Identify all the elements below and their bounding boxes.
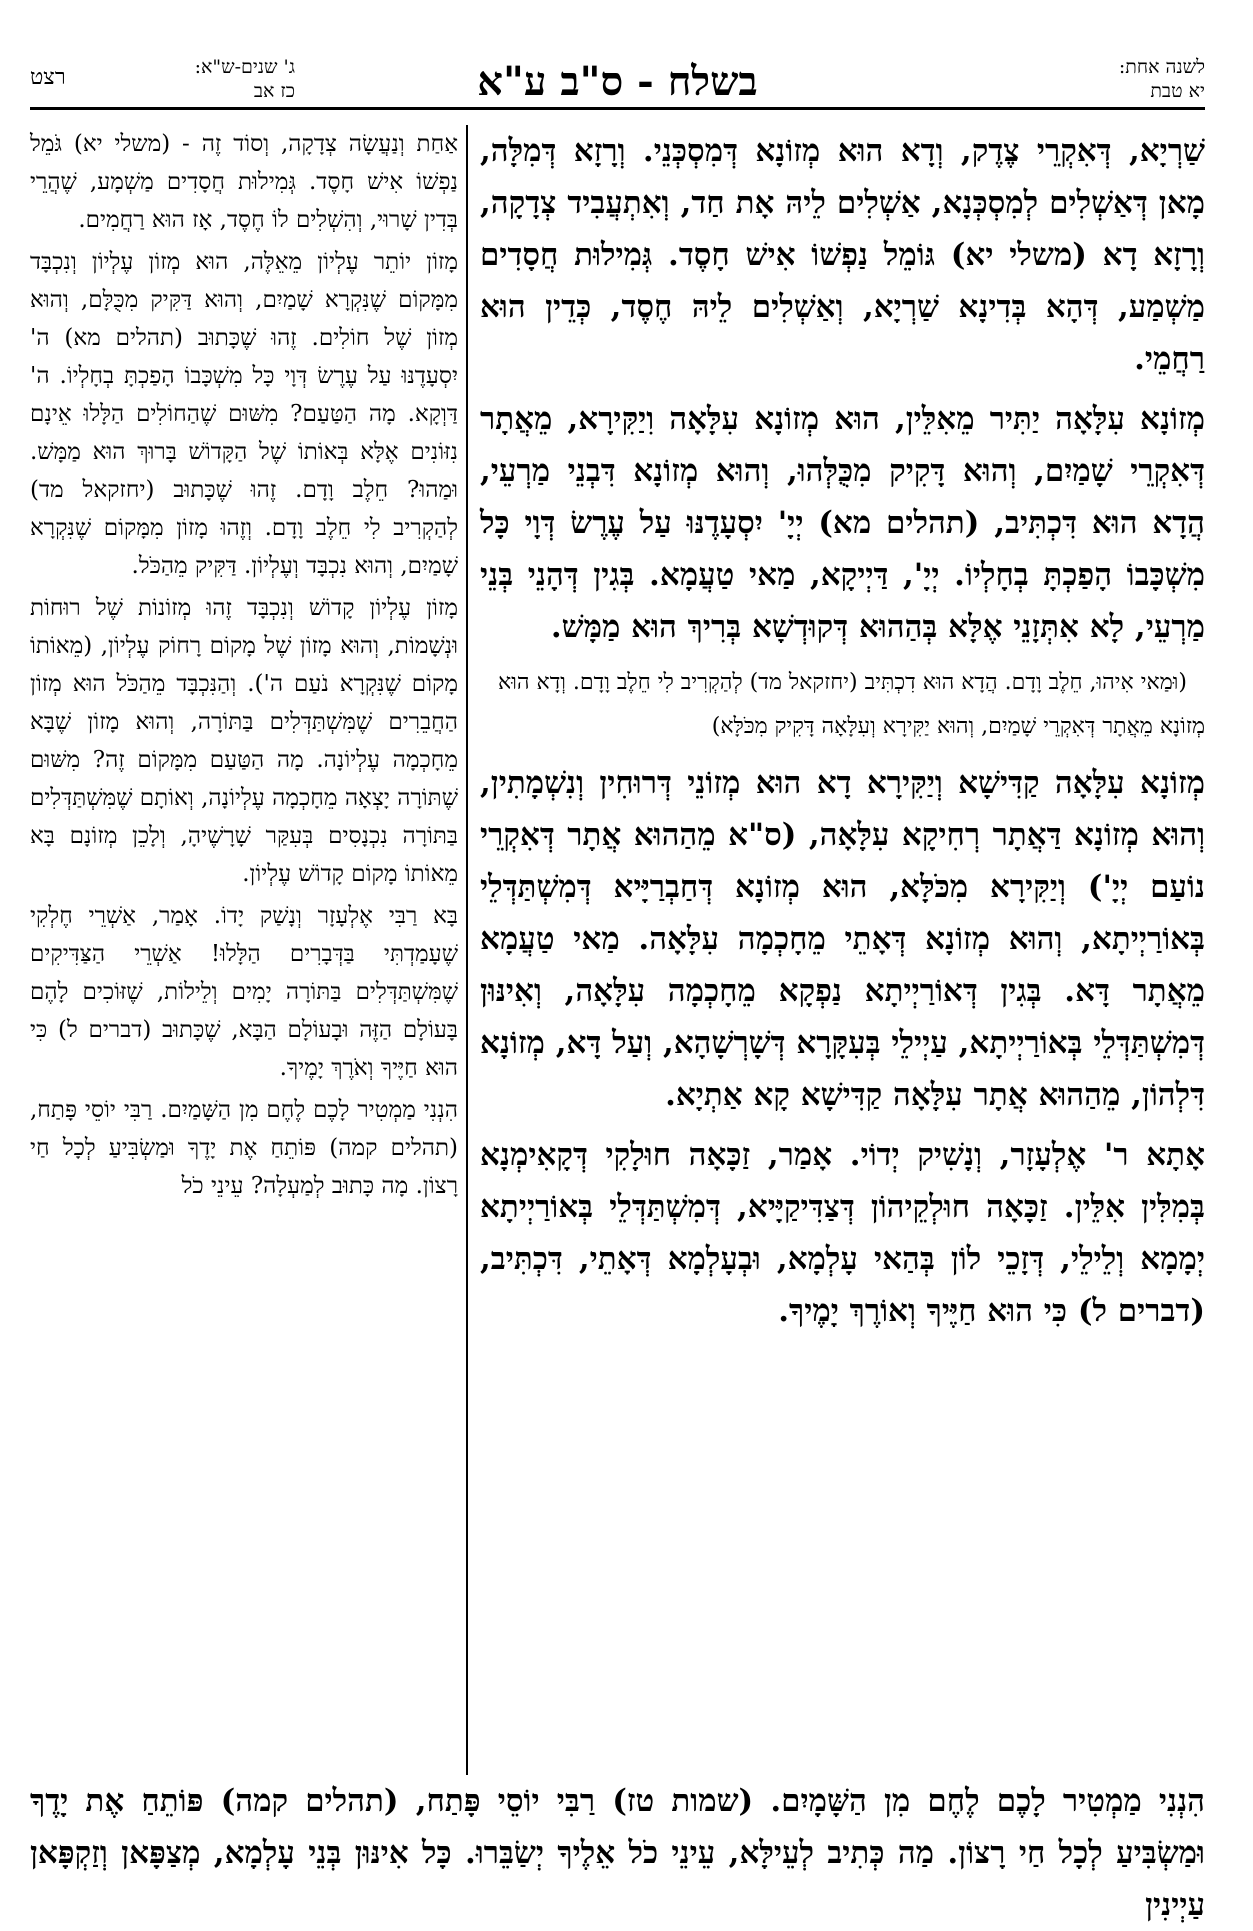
side-paragraph: מָזוֹן עֶלְיוֹן קָדוֹשׁ וְנִכְבָּד זֶהוּ מְזוֹנוֹת שֶׁל רוּחוֹת וּנְשָׁמוֹת, וְהוּא מָזוֹן שֶׁל מָקוֹם רָחוֹק עֶלְיוֹן, (מֵאוֹתוֹ מָקוֹם שֶׁנִּקְרָא נֹעַם ה'). וְהַנִּכְבָּד מֵהַכֹּל הוּא מְזוֹן הַחֲבֵרִים שֶׁמִּשְׁתַּדְּלִים בַּתּוֹרָה, וְהוּא מָזוֹן שֶׁבָּא מֵחָכְמָה עֶלְיוֹנָה. מָה הַטַּעַם מִמָּקוֹם זֶה? מִשּׁוּם שֶׁתּוֹרָה יָצְאָה מֵחָכְמָה עֶלְיוֹנָה, וְאוֹתָם שֶׁמִּשְׁתַּדְּלִים בַּתּוֹרָה נִכְנָסִים בְּעִקַּר שָׁרָשֶׁיהָ, וְלָכֵן מְזוֹנָם בָּא מֵאוֹתוֹ מָקוֹם קָדוֹשׁ עֶלְיוֹן. — [30, 595, 458, 887]
side-paragraph: מָזוֹן יוֹתֵר עֶלְיוֹן מֵאֵלֶּה, הוּא מְזוֹן עֶלְיוֹן וְנִכְבָּד מִמָּקוֹם שֶׁנִּקְרָא שָׁמַיִם, וְהוּא דַּקִּיק מִכֻּלָּם, וְהוּא מְזוֹן שֶׁל חוֹלִים. זֶהוּ שֶׁכָּתוּב (תהלים מא) ה' יִסְעָדֶנּוּ עַל עֶרֶשׂ דְּוָי כָּל מִשְׁכָּבוֹ הָפַכְתָּ בְחָלְיוֹ. ה' דַּוְקָא. מָה הַטַּעַם? מִשּׁוּם שֶׁהַחוֹלִים הַלָּלוּ אֵינָם נִזּוֹנִים אֶלָּא בְּאוֹתוֹ שֶׁל הַקָּדוֹשׁ בָּרוּךְ הוּא מַמָּשׁ. וּמַהוּ? חֵלֶב וָדָם. זֶהוּ שֶׁכָּתוּב (יחזקאל מד) לְהַקְרִיב לִי חֵלֶב וָדָם. וְזֶהוּ מָזוֹן מִמָּקוֹם שֶׁנִּקְרָא שָׁמַיִם, וְהוּא נִכְבָּד וְעֶלְיוֹן. דַּקִּיק מֵהַכֹּל. — [30, 249, 458, 579]
header-three-year-label: ג' שנים-ש"א: — [194, 56, 295, 78]
header-one-year-label: לשנה אחת: — [1118, 56, 1205, 78]
bottom-full-width-text — [30, 1775, 1205, 1931]
main-paragraph: מְזוֹנָא עִלָּאָה יַתִּיר מֵאִלֵּין, הוּא מְזוֹנָא עִלָּאָה וִיַקִּירָא, מֵאֲתָר דְּאִקְרֵי שָׁמַיִם, וְהוּא דָּקִיק מִכֻּלְּהוּ, וְהוּא מְזוֹנָא דִּבְנֵי מַרְעֵי, הֲדָא הוּא דִּכְתִּיב, (תהלים מא) יְיָ' יִסְעָדֶנּוּ עַל עֶרֶשׂ דְּוָי כָּל מִשְׁכָּבוֹ הָפַכְתָּ בְחָלְיוֹ. יְיָ', דַּיְיקָא, מַאי טַעֲמָא. בְּגִין דְּהָנֵי בְּנֵי מַרְעֵי, לָא אִתְּזָנֵי אֶלָּא בְּהַהוּא דְּקוּדְשָׁא בְּרִיךְ הוּא מַמָּשׁ. — [480, 401, 1205, 645]
side-paragraph: הִנְנִי מַמְטִיר לָכֶם לֶחֶם מִן הַשָּׁמַיִם. רַבִּי יוֹסֵי פָּתַח, (תהלים קמה) פּוֹתֵחַ אֶת יָדֶךָ וּמַשְׂבִּיעַ לְכָל חַי רָצוֹן. מָה כָּתוּב לְמַעְלָה? עֵינֵי כֹל — [30, 1097, 458, 1199]
header-one-year-date: יא טבת — [1150, 80, 1205, 102]
main-aramaic-column — [480, 125, 1205, 1345]
column-divider — [466, 125, 468, 1775]
main-paragraph: שַׁרְיָא, דְּאִקְרֵי צֶדֶק, וְדָא הוּא מְזוֹנָא דְּמִסְכְּנֵי. וְרָזָא דְּמִלָּה, מָאן דְּאַשְׁלִים לְמִסְכְּנָא, אַשְׁלִים לֵיהּ אָת חַד, וְאִתְעֲבִיד צְדָקָה, וְרָזָא דָא (משלי יא) גּוֹמֵל נַפְשׁוֹ אִישׁ חָסֶד. גְּמִילוּת חֲסָדִים מַשְׁמַע, דְּהָא בְּדִינָא שַׁרְיָא, וְאַשְׁלִים לֵיהּ חֶסֶד, כְּדֵין הוּא רַחֲמֵי. — [480, 133, 1205, 377]
side-paragraph: אַחַת וְנַעֲשָׂה צְדָקָה, וְסוֹד זֶה - (משלי יא) גֹּמֵל נַפְשׁוֹ אִישׁ חָסֶד. גְּמִילוּת חֲסָדִים מַשְׁמָע, שֶׁהֲרֵי בְּדִין שָׁרוּי, וְהִשְׁלִים לוֹ חֶסֶד, אָז הוּא רַחֲמִים. — [30, 131, 458, 233]
hebrew-translation-column — [30, 125, 458, 1209]
main-paragraph: אָתָא ר' אֶלְעָזָר, וְנָשִׁיק יְדוֹי. אָמַר, זַכָּאָה חוּלָקִי דְּקָאִימְנָא בְּמִלִּין אִלֵּין. זַכָּאָה חוּלְקֵיהוֹן דְּצַדִּיקַיָּיא, דְּמִשְׁתַּדְּלֵי בְּאוֹרַיְיתָא יְמָמָא וְלֵילֵי, דְּזָכֵי לוֹן בְּהַאי עָלְמָא, וּבְעָלְמָא דְּאָתֵי, דִּכְתִּיב, (דברים ל) כִּי הוּא חַיֶּיךָ וְאוֹרֶךְ יָמֶיךָ. — [480, 1137, 1205, 1329]
main-paragraph: מְזוֹנָא עִלָּאָה קַדִּישָׁא וְיַקִּירָא דָא הוּא מְזוֹנֵי דְּרוּחִין וְנִשְׁמָתִין, וְהוּא מְזוֹנָא דַּאֲתָר רְחִיקָא עִלָּאָה, (ס"א מֵהַהוּא אֲתָר דְּאִקְרֵי נוֹעַם יְיָ') וְיַקִּירָא מִכֹּלָּא, הוּא מְזוֹנָא דְּחַבְרַיָּיא דְּמִשְׁתַּדְּלֵי בְּאוֹרַיְיתָא, וְהוּא מְזוֹנָא דְּאָתֵי מֵחָכְמָה עִלָּאָה. מַאי טַעֲמָא מֵאֲתָר דָּא. בְּגִין דְּאוֹרַיְיתָא נַפְקָא מֵחָכְמָה עִלָּאָה, וְאִינּוּן דְּמִשְׁתַּדְּלֵי בְּאוֹרַיְיתָא, עַיְילֵי בְּעִקָּרָא דְּשָׁרְשָׁהָא, וְעַל דָּא, מְזוֹנָא דִּלְהוֹן, מֵהַהוּא אֲתָר עִלָּאָה קַדִּישָׁא קָא אַתְיָא. — [480, 765, 1205, 1113]
side-paragraph: בָּא רַבִּי אֶלְעָזָר וְנָשַׁק יָדוֹ. אָמַר, אַשְׁרֵי חֶלְקִי שֶׁעָמַדְתִּי בַּדְּבָרִים הַלָּלוּ! אַשְׁרֵי הַצַּדִּיקִים שֶׁמִּשְׁתַּדְּלִים בַּתּוֹרָה יָמִים וְלֵילוֹת, שֶׁזּוֹכִים לָהֶם בָּעוֹלָם הַזֶּה וּבָעוֹלָם הַבָּא, שֶׁכָּתוּב (דברים ל) כִּי הוּא חַיֶּיךָ וְאֹרֶךְ יָמֶיךָ. — [30, 903, 458, 1081]
page-header — [30, 55, 1205, 110]
bottom-paragraph: הִנְנִי מַמְטִיר לָכֶם לֶחֶם מִן הַשָּׁמָיִם. (שמות טז) רַבִּי יוֹסֵי פָּתַח, (תהלים קמה) פּוֹתֵחַ אֶת יָדֶךָ וּמַשְׂבִּיעַ לְכָל חַי רָצוֹן. מַה כְּתִיב לְעֵילָּא, עֵינֵי כֹל אֵלֶיךָ יְשַׂבֵּרוּ. כָּל אִינּוּן בְּנֵי עָלְמָא, מְצַפָּאן וְזַקְפָּאן עַיְינִין — [30, 1783, 1205, 1923]
main-note: (וּמַאי אִיהוּ, חֵלֶב וָדָם. הֲדָא הוּא דִכְתִּיב (יחזקאל מד) לְהַקְרִיב לִי חֵלֶב וָדָם. וְדָא הוּא מְזוֹנָא מֵאֲתָר דְּאִקְרֵי שָׁמַיִם, וְהוּא יַקִּירָא וְעִלָּאָה דָּקִיק מִכֹּלָּא) — [498, 670, 1205, 739]
header-three-year-date: כז אב — [253, 80, 295, 102]
header-study-schedule-three-year — [125, 55, 295, 103]
page-title: בשלח - ס"ב ע"א — [477, 58, 758, 105]
header-divider — [30, 107, 1205, 110]
page-number: רצט — [30, 65, 66, 90]
